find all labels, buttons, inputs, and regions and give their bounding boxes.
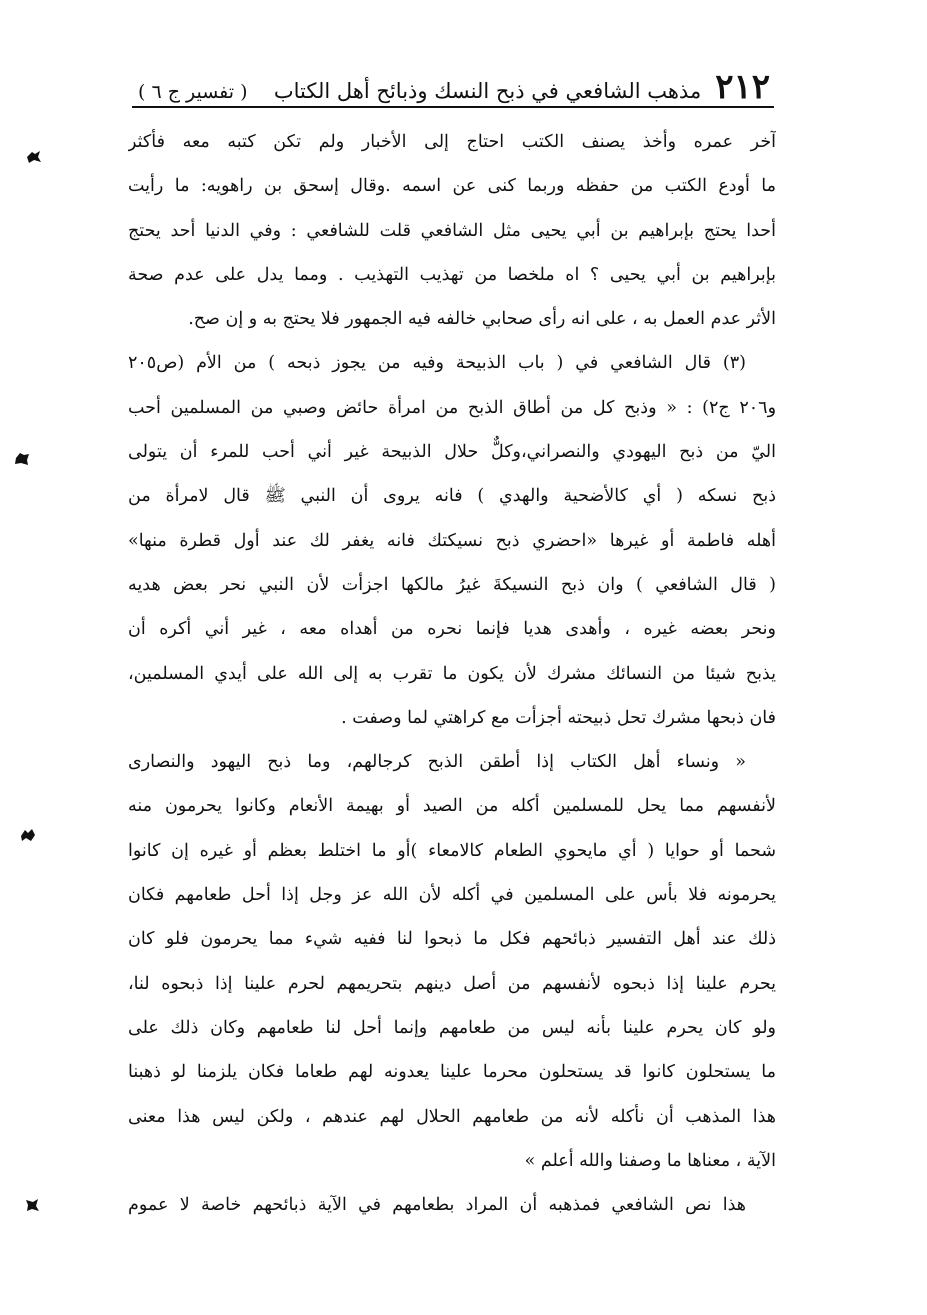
running-title: مذهب الشافعي في ذبح النسك وذبائح أهل الكتاب	[273, 78, 702, 103]
body-text	[128, 120, 776, 1227]
text-line: أهله فاطمة أو غيرها «احضري ذبح نسيكتك فانه يغفر لك عند أول قطرة منها»	[128, 530, 776, 551]
text-line: يحرمونه فلا بأس على المسلمين في أكله لأن الله عز وجل إذا أحل طعامهم فكان	[128, 885, 776, 906]
text-line: آخر عمره وأخذ يصنف الكتب احتاج إلى الأخبار ولم تكن كتبه معه فأكثر	[128, 132, 776, 152]
text-line: الآية ، معناها ما وصفنا والله أعلم »	[524, 1150, 776, 1171]
header-rule	[132, 106, 774, 108]
text-line: هذا المذهب أن نأكله لأنه من طعامهم الحلال لهم عندهم ، ولكن ليس هذا معنى	[128, 1106, 776, 1127]
text-line: لأنفسهم مما يحل للمسلمين أكله من الصيد أو بهيمة الأنعام وكانوا يحرمون منه	[128, 796, 776, 817]
text-line: هذا نص الشافعي فمذهبه أن المراد بطعامهم في الآية ذبائحهم خاصة لا عموم	[128, 1195, 746, 1216]
text-line: ذلك عند أهل التفسير ذبائحهم فكل ما ذبحوا لنا ففيه شيء مما يحرمون فلو كان	[128, 929, 776, 950]
text-line: « ونساء أهل الكتاب إذا أطقن الذبح كرجالهم، وما ذبح اليهود والنصارى	[128, 752, 746, 773]
text-line: الأثر عدم العمل به ، على انه رأى صحابي خالفه فيه الجمهور فلا يحتج به و إن صح.	[188, 309, 776, 330]
text-line: أحدا يحتج بإبراهيم بن أبي يحيى مثل الشافعي قلت للشافعي : وفي الدنيا أحد يحتج	[128, 220, 776, 241]
text-line: ونحر بعضه غيره ، وأهدى هديا فإنما نحره من أهداه معه ، غير أني أكره أن	[128, 619, 776, 640]
page-header	[138, 58, 770, 107]
text-line: (٣) قال الشافعي في ( باب الذبيحة وفيه من يجوز ذبحه ) من الأم (ص٢٠٥	[128, 353, 746, 374]
text-line: ذبح نسكه ( أي كالأضحية والهدي ) فانه يروى أن النبي ﷺ قال لامرأة من	[128, 486, 776, 507]
text-line: يذبح شيئا من النسائك مشرك لأن يكون ما تقرب به إلى الله على أيدي المسلمين،	[128, 663, 776, 684]
margin-mark-icon	[20, 828, 36, 842]
text-line: فان ذبحها مشرك تحل ذبيحته أجزأت مع كراهتي لما وصفت .	[341, 707, 776, 728]
text-line: شحما أو حوايا ( أي مايحوي الطعام كالامعاء )أو ما اختلط بعظم أو غيره إن كانوا	[128, 840, 776, 861]
page-number: ٢١٢	[715, 67, 770, 107]
text-line: ( قال الشافعي ) وان ذبح النسيكةَ غيرُ مالكها اجزأت لأن النبي نحر بعض هديه	[128, 574, 776, 595]
text-line: ما أودع الكتب من حفظه وربما كنى عن اسمه .وقال إسحق بن راهويه: ما رأيت	[128, 176, 776, 197]
margin-mark-icon	[14, 452, 30, 466]
margin-mark-icon	[24, 1198, 40, 1212]
text-line: اليّ من ذبح اليهودي والنصراني،وكلٌّ حلال الذبيحة غير أني أحب للمرء أن يتولى	[128, 442, 776, 463]
text-line: ولو كان يحرم علينا بأنه ليس من طعامهم وإنما أحل لنا طعامهم وكان ذلك على	[128, 1017, 776, 1038]
text-line: بإبراهيم بن أبي يحيى ؟ اه ملخصا من تهذيب التهذيب . ومما يدل على عدم صحة	[128, 264, 776, 285]
text-line: ما يستحلون كانوا قد يستحلون محرما علينا يعدونه لهم طعاما فكان يلزمنا لو ذهبنا	[128, 1062, 776, 1083]
margin-mark-icon	[26, 150, 42, 164]
text-line: و٢٠٦ ج٢) : « وذبح كل من أطاق الذبح من امرأة حائض وصبي من المسلمين أحب	[128, 397, 776, 418]
volume-tag: ( تفسير ج ٦ )	[138, 81, 248, 104]
text-line: يحرم علينا إذا ذبحوه لأنفسهم من أصل دينهم بتحريمهم لحرم علينا إذا ذبحوه لنا،	[128, 973, 776, 994]
